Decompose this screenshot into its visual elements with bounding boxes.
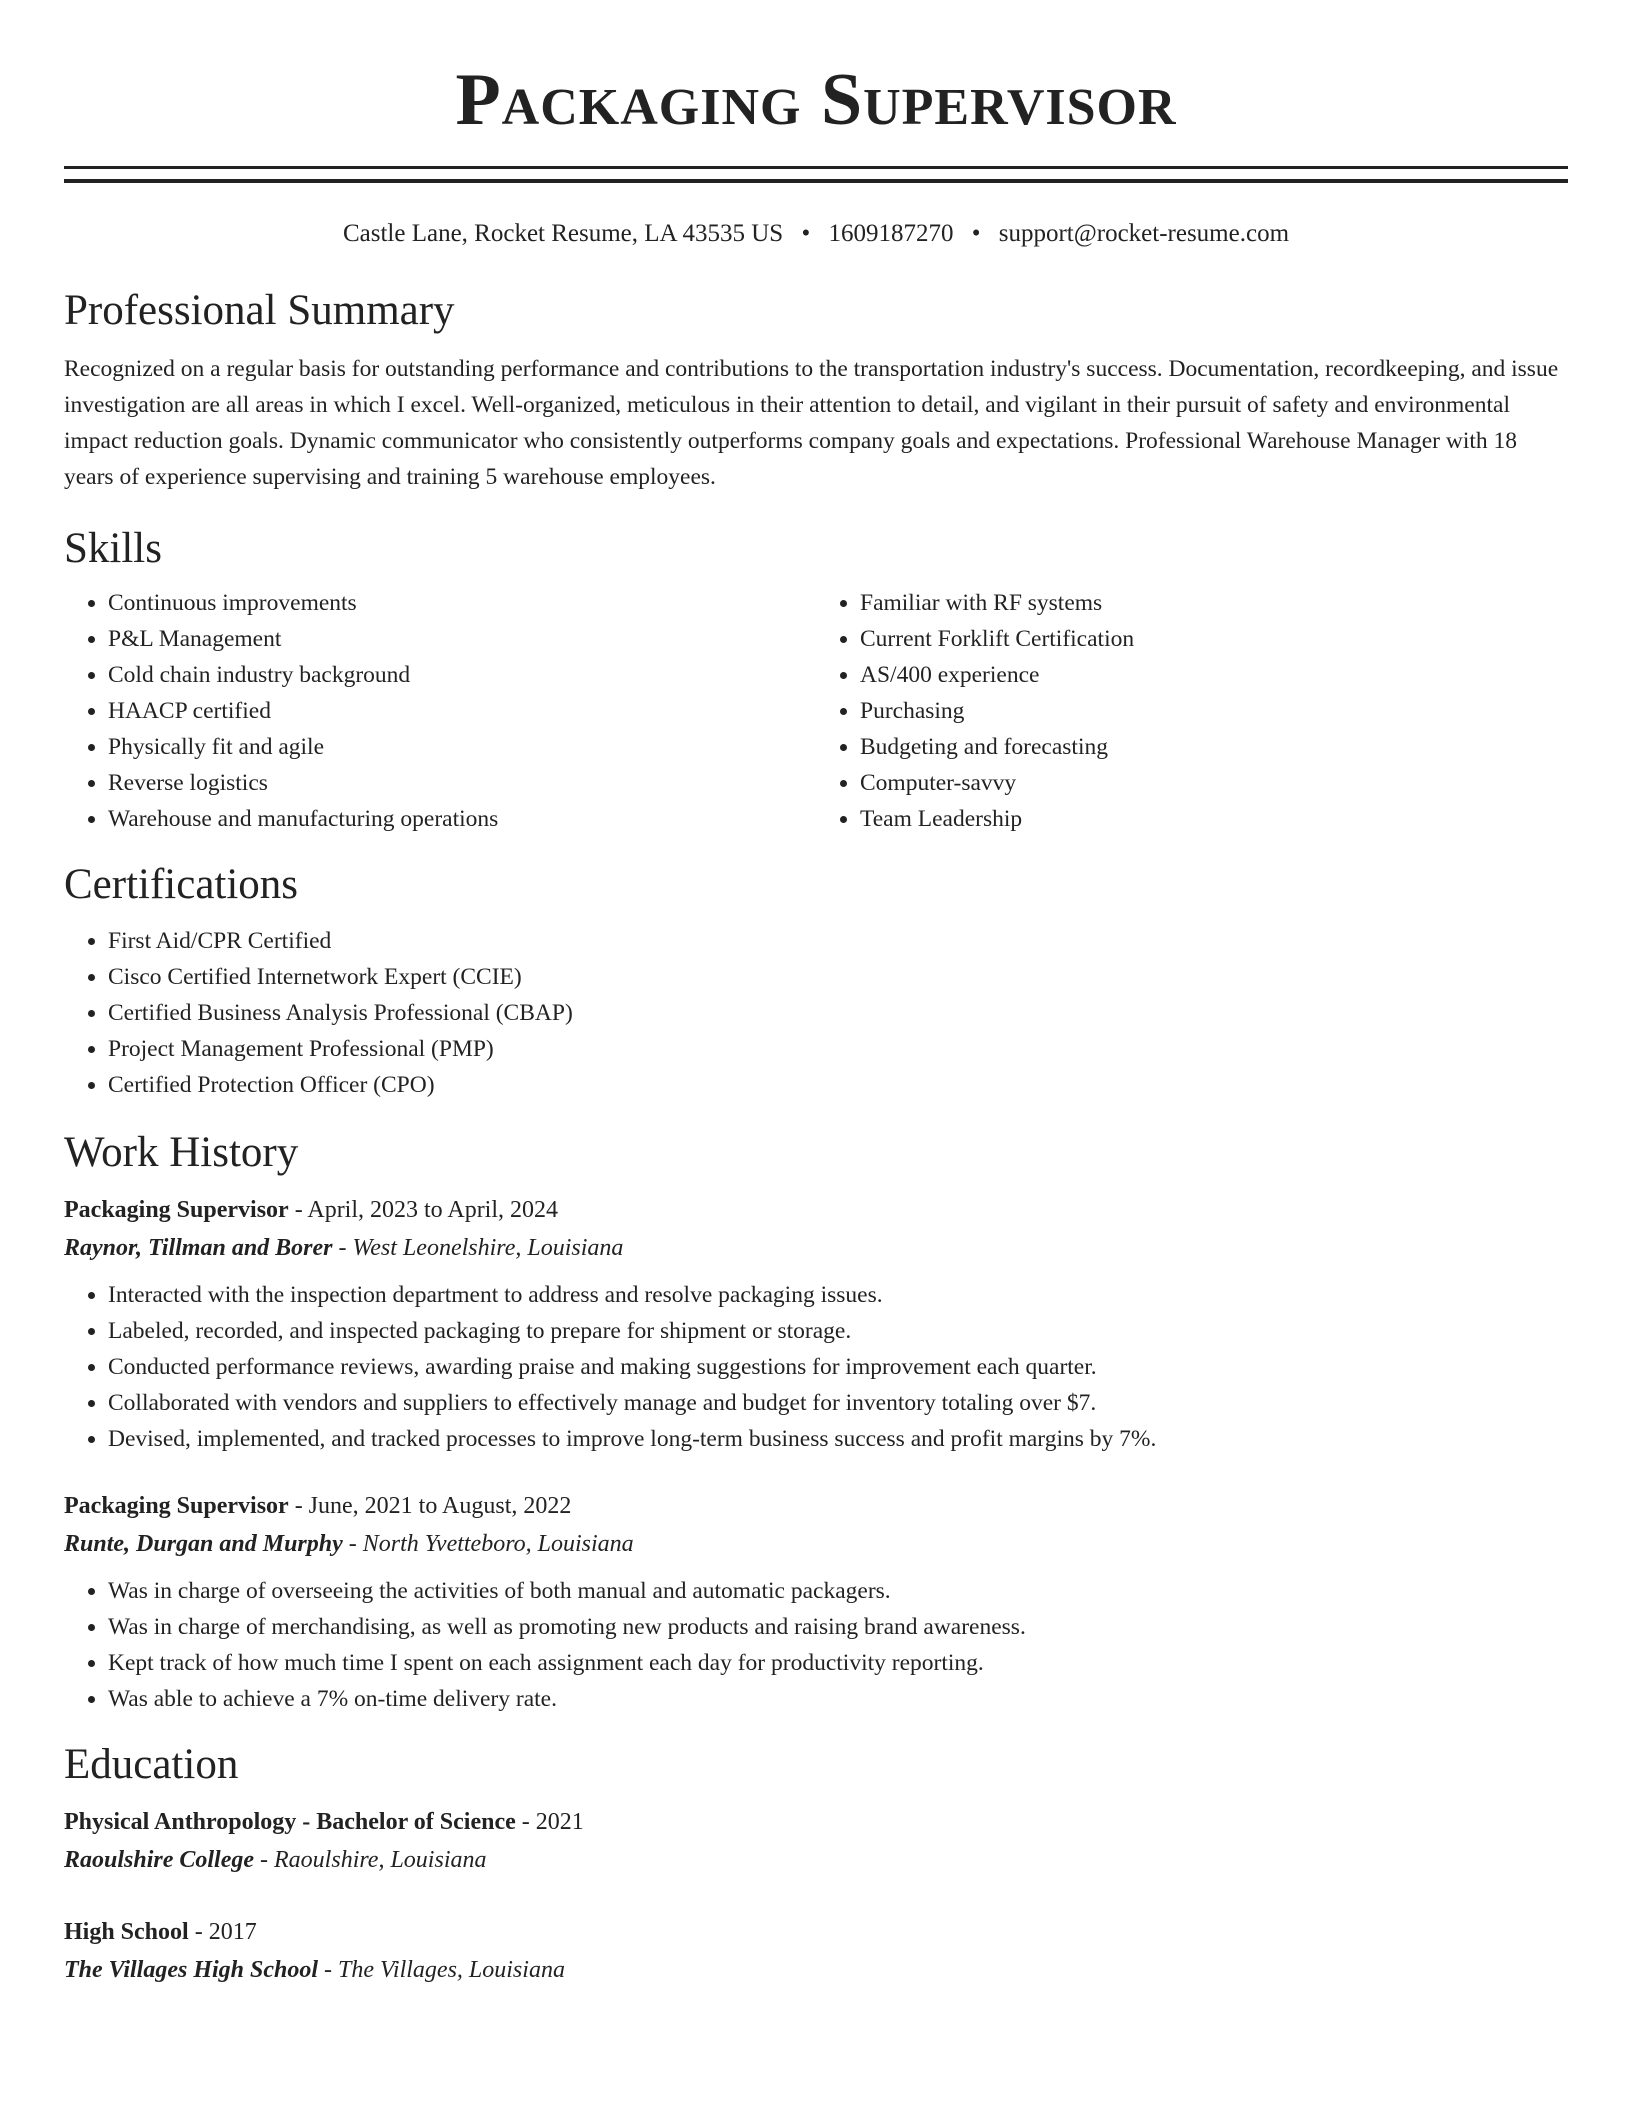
header-double-rule [64,166,1568,183]
job-bullet: • Labeled, recorded, and inspected packaging to prepare for shipment or storage. [108,1313,1568,1349]
skills-list-right [816,585,1568,837]
skill-item: • Budgeting and forecasting [860,729,1568,765]
job-title: Packaging Supervisor [64,1493,289,1519]
certifications-section [64,859,1568,1103]
job-bullet: • Conducted performance reviews, awarding praise and making suggestions for improvement each quarter. [108,1349,1568,1385]
skills-list-left [64,585,816,837]
skills-columns [64,585,1568,837]
certification-item: • Project Management Professional (PMP) [108,1031,1568,1067]
education-year: - 2021 [515,1809,584,1835]
education-year: - 2017 [188,1919,257,1945]
education-degree: High School [64,1919,189,1945]
certification-item: • Cisco Certified Internetwork Expert (CCIE) [108,959,1568,995]
job-bullet: • Kept track of how much time I spent on each assignment each day for productivity reporting. [108,1645,1568,1681]
certifications-list [64,923,1568,1103]
work-history-heading: Work History [64,1129,299,1176]
education-section [64,1739,1568,1989]
job-location: - North Yvetteboro, Louisiana [342,1531,634,1557]
job-title: Packaging Supervisor [64,1197,289,1223]
summary-heading: Professional Summary [64,287,455,334]
contact-address: Castle Lane, Rocket Resume, LA 43535 US [342,220,784,247]
job-entry [64,1487,1568,1717]
skill-item: • Reverse logistics [108,765,816,801]
job-company: Runte, Durgan and Murphy [64,1531,343,1557]
job-location: - West Leonelshire, Louisiana [332,1235,624,1261]
job-company-line [64,1525,1568,1563]
education-degree: Physical Anthropology - Bachelor of Science [64,1809,516,1835]
skill-item: • P&L Management [108,621,816,657]
education-location: - Raoulshire, Louisiana [254,1847,487,1873]
work-history-section [64,1127,1568,1717]
job-bullet: • Collaborated with vendors and suppliers to effectively manage and budget for inventory totaling over $7. [108,1385,1568,1421]
summary-section [64,285,1568,495]
skill-item: • Computer-savvy [860,765,1568,801]
job-bullet: • Interacted with the inspection department to address and resolve packaging issues. [108,1277,1568,1313]
job-bullet: • Was able to achieve a 7% on-time delivery rate. [108,1681,1568,1717]
certification-item: • First Aid/CPR Certified [108,923,1568,959]
certification-item: • Certified Business Analysis Professional (CBAP) [108,995,1568,1031]
job-title-line [64,1191,1568,1229]
education-entry [64,1913,1568,1989]
certifications-heading: Certifications [64,861,299,908]
job-entry [64,1191,1568,1457]
skill-item: • Purchasing [860,693,1568,729]
resume-name: Packaging Supervisor [455,59,1177,141]
job-dates: - April, 2023 to April, 2024 [288,1197,559,1223]
education-heading: Education [64,1741,239,1788]
job-bullet: • Devised, implemented, and tracked processes to improve long-term business success and profit margins by 7%. [108,1421,1568,1457]
job-bullet-list [64,1277,1568,1457]
job-company-line [64,1229,1568,1267]
skill-item: • Cold chain industry background [108,657,816,693]
summary-text: Recognized on a regular basis for outstanding performance and contributions to the transportation industry's success. Documentation, recordkeeping, and issue investigation are all areas in which I excel. Well-organized, meticulous in their attention to detail, and vigilant in their pursuit of safety and environmental impact reduction goals. Dynamic communicator who consistently outperforms company goals and expectations. Professional Warehouse Manager with 18 years of experience supervising and training 5 warehouse employees. [64,356,1559,490]
contact-line [64,219,1568,249]
job-bullet: • Was in charge of merchandising, as well as promoting new products and raising brand awareness. [108,1609,1568,1645]
education-school-line [64,1841,1568,1879]
skill-item: • HAACP certified [108,693,816,729]
job-bullet: • Was in charge of overseeing the activities of both manual and automatic packagers. [108,1573,1568,1609]
education-degree-line [64,1913,1568,1951]
education-school: The Villages High School [64,1957,319,1983]
skills-section [64,523,1568,837]
job-dates: - June, 2021 to August, 2022 [288,1493,572,1519]
job-bullet-list [64,1573,1568,1717]
skill-item: • Current Forklift Certification [860,621,1568,657]
education-school-line [64,1951,1568,1989]
contact-email: support@rocket-resume.com [998,220,1290,247]
skill-item: • Continuous improvements [108,585,816,621]
certification-item: • Certified Protection Officer (CPO) [108,1067,1568,1103]
job-company: Raynor, Tillman and Borer [64,1235,333,1261]
skill-item: • Warehouse and manufacturing operations [108,801,816,837]
skill-item: • Familiar with RF systems [860,585,1568,621]
education-entry [64,1803,1568,1879]
skill-item: • Team Leadership [860,801,1568,837]
skill-item: • AS/400 experience [860,657,1568,693]
education-degree-line [64,1803,1568,1841]
contact-separator: • [971,220,981,247]
education-location: - The Villages, Louisiana [318,1957,565,1983]
skill-item: • Physically fit and agile [108,729,816,765]
education-school: Raoulshire College [64,1847,255,1873]
contact-separator: • [801,220,811,247]
job-title-line [64,1487,1568,1525]
contact-phone: 1609187270 [828,220,954,247]
skills-heading: Skills [64,525,162,572]
